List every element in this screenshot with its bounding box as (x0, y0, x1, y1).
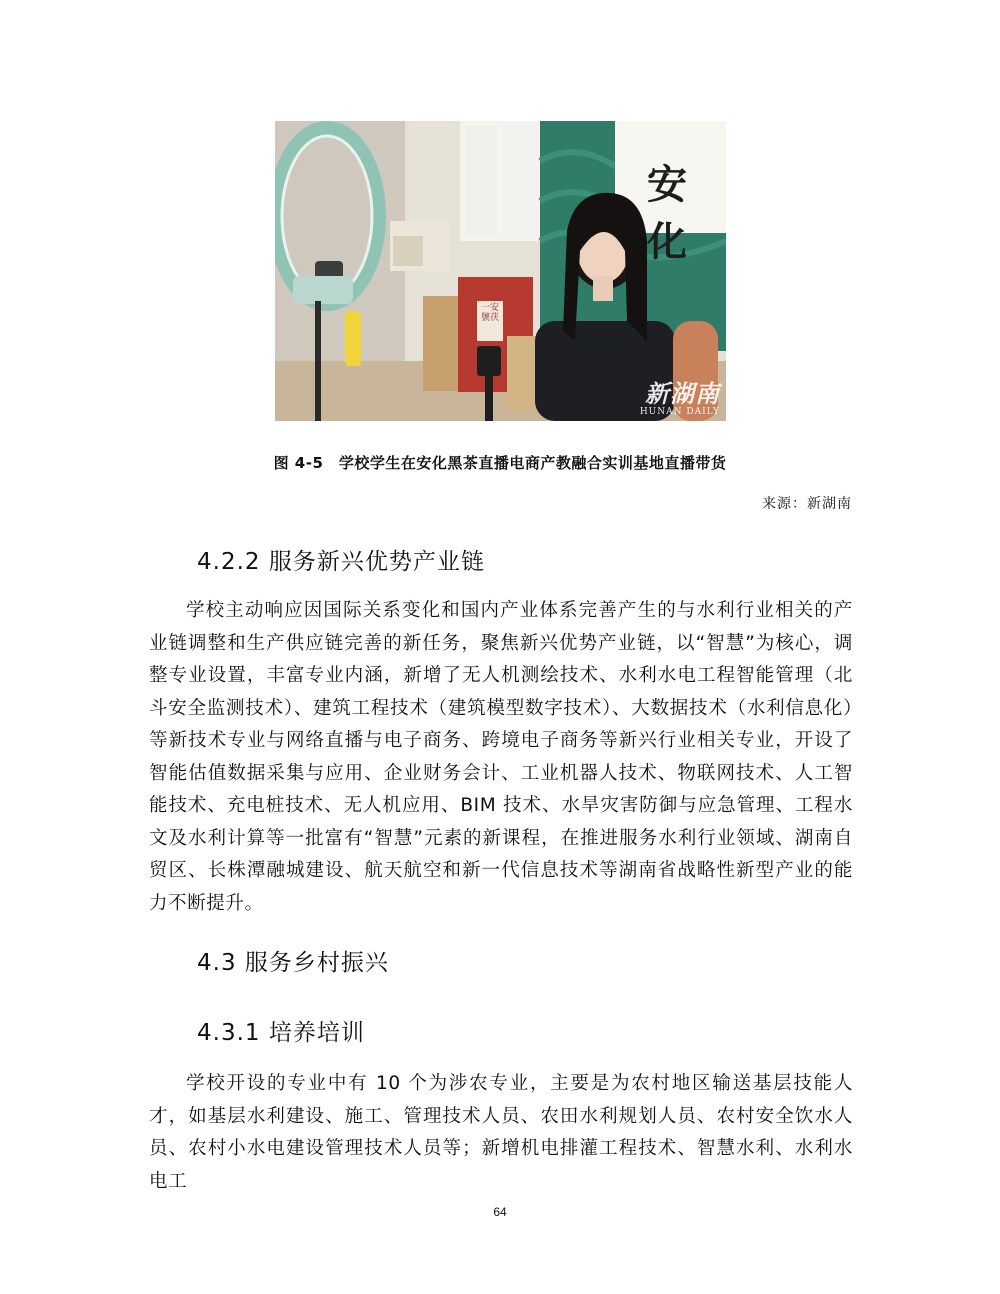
tea-box-label: 一安號茯 (480, 303, 499, 323)
photo-watermark (640, 381, 720, 417)
section-body-4-3-1: 学校开设的专业中有 10 个为涉农专业，主要是为农村地区输送基层技能人才，如基层水利建设、施工、管理技术人员、农田水利规划人员、农村安全饮水人员、农村小水电建设管理技术人员等；新增机电排灌工程技术、智慧水利、水利水电工 (149, 1073, 853, 1192)
section-heading-4-2-2: 4.2.2 服务新兴优势产业链 (197, 549, 485, 575)
livestream-photo (275, 121, 726, 421)
watermark-en: HUNAN DAILY (639, 407, 720, 417)
watermark-cn: 新湖南 (645, 379, 720, 408)
figure-caption: 图 4-5 学校学生在安化黑茶直播电商产教融合实训基地直播带货 (273, 454, 727, 472)
figure-source: 来源：新湖南 (762, 496, 852, 512)
section-heading-4-3-1: 4.3.1 培养培训 (197, 1020, 365, 1046)
photo-sign-text: 安化 (647, 161, 701, 265)
section-body-4-2-2: 学校主动响应因国际关系变化和国内产业体系完善产生的与水利行业相关的产业链调整和生产供应链完善的新任务，聚焦新兴优势产业链，以“智慧”为核心，调整专业设置，丰富专业内涵，新增了无人机测绘技术、水利水电工程智能管理（北斗安全监测技术）、建筑工程技术（建筑模型数字技术）、大数据技术（水利信息化）等新技术专业与网络直播与电子商务、跨境电子商务等新兴行业相关专业，开设了智能估值数据采集与应用、企业财务会计、工业机器人技术、物联网技术、人工智能技术、充电桩技术、无人机应用、BIM 技术、水旱灾害防御与应急管理、工程水文及水利计算等一批富有“智慧”元素的新课程，在推进服务水利行业领域、湖南自贸区、长株潭融城建设、航天航空和新一代信息技术等湖南省战略性新型产业的能力不断提升。 (149, 600, 853, 914)
section-heading-4-3: 4.3 服务乡村振兴 (197, 950, 389, 976)
page-number: 64 (493, 1205, 507, 1219)
